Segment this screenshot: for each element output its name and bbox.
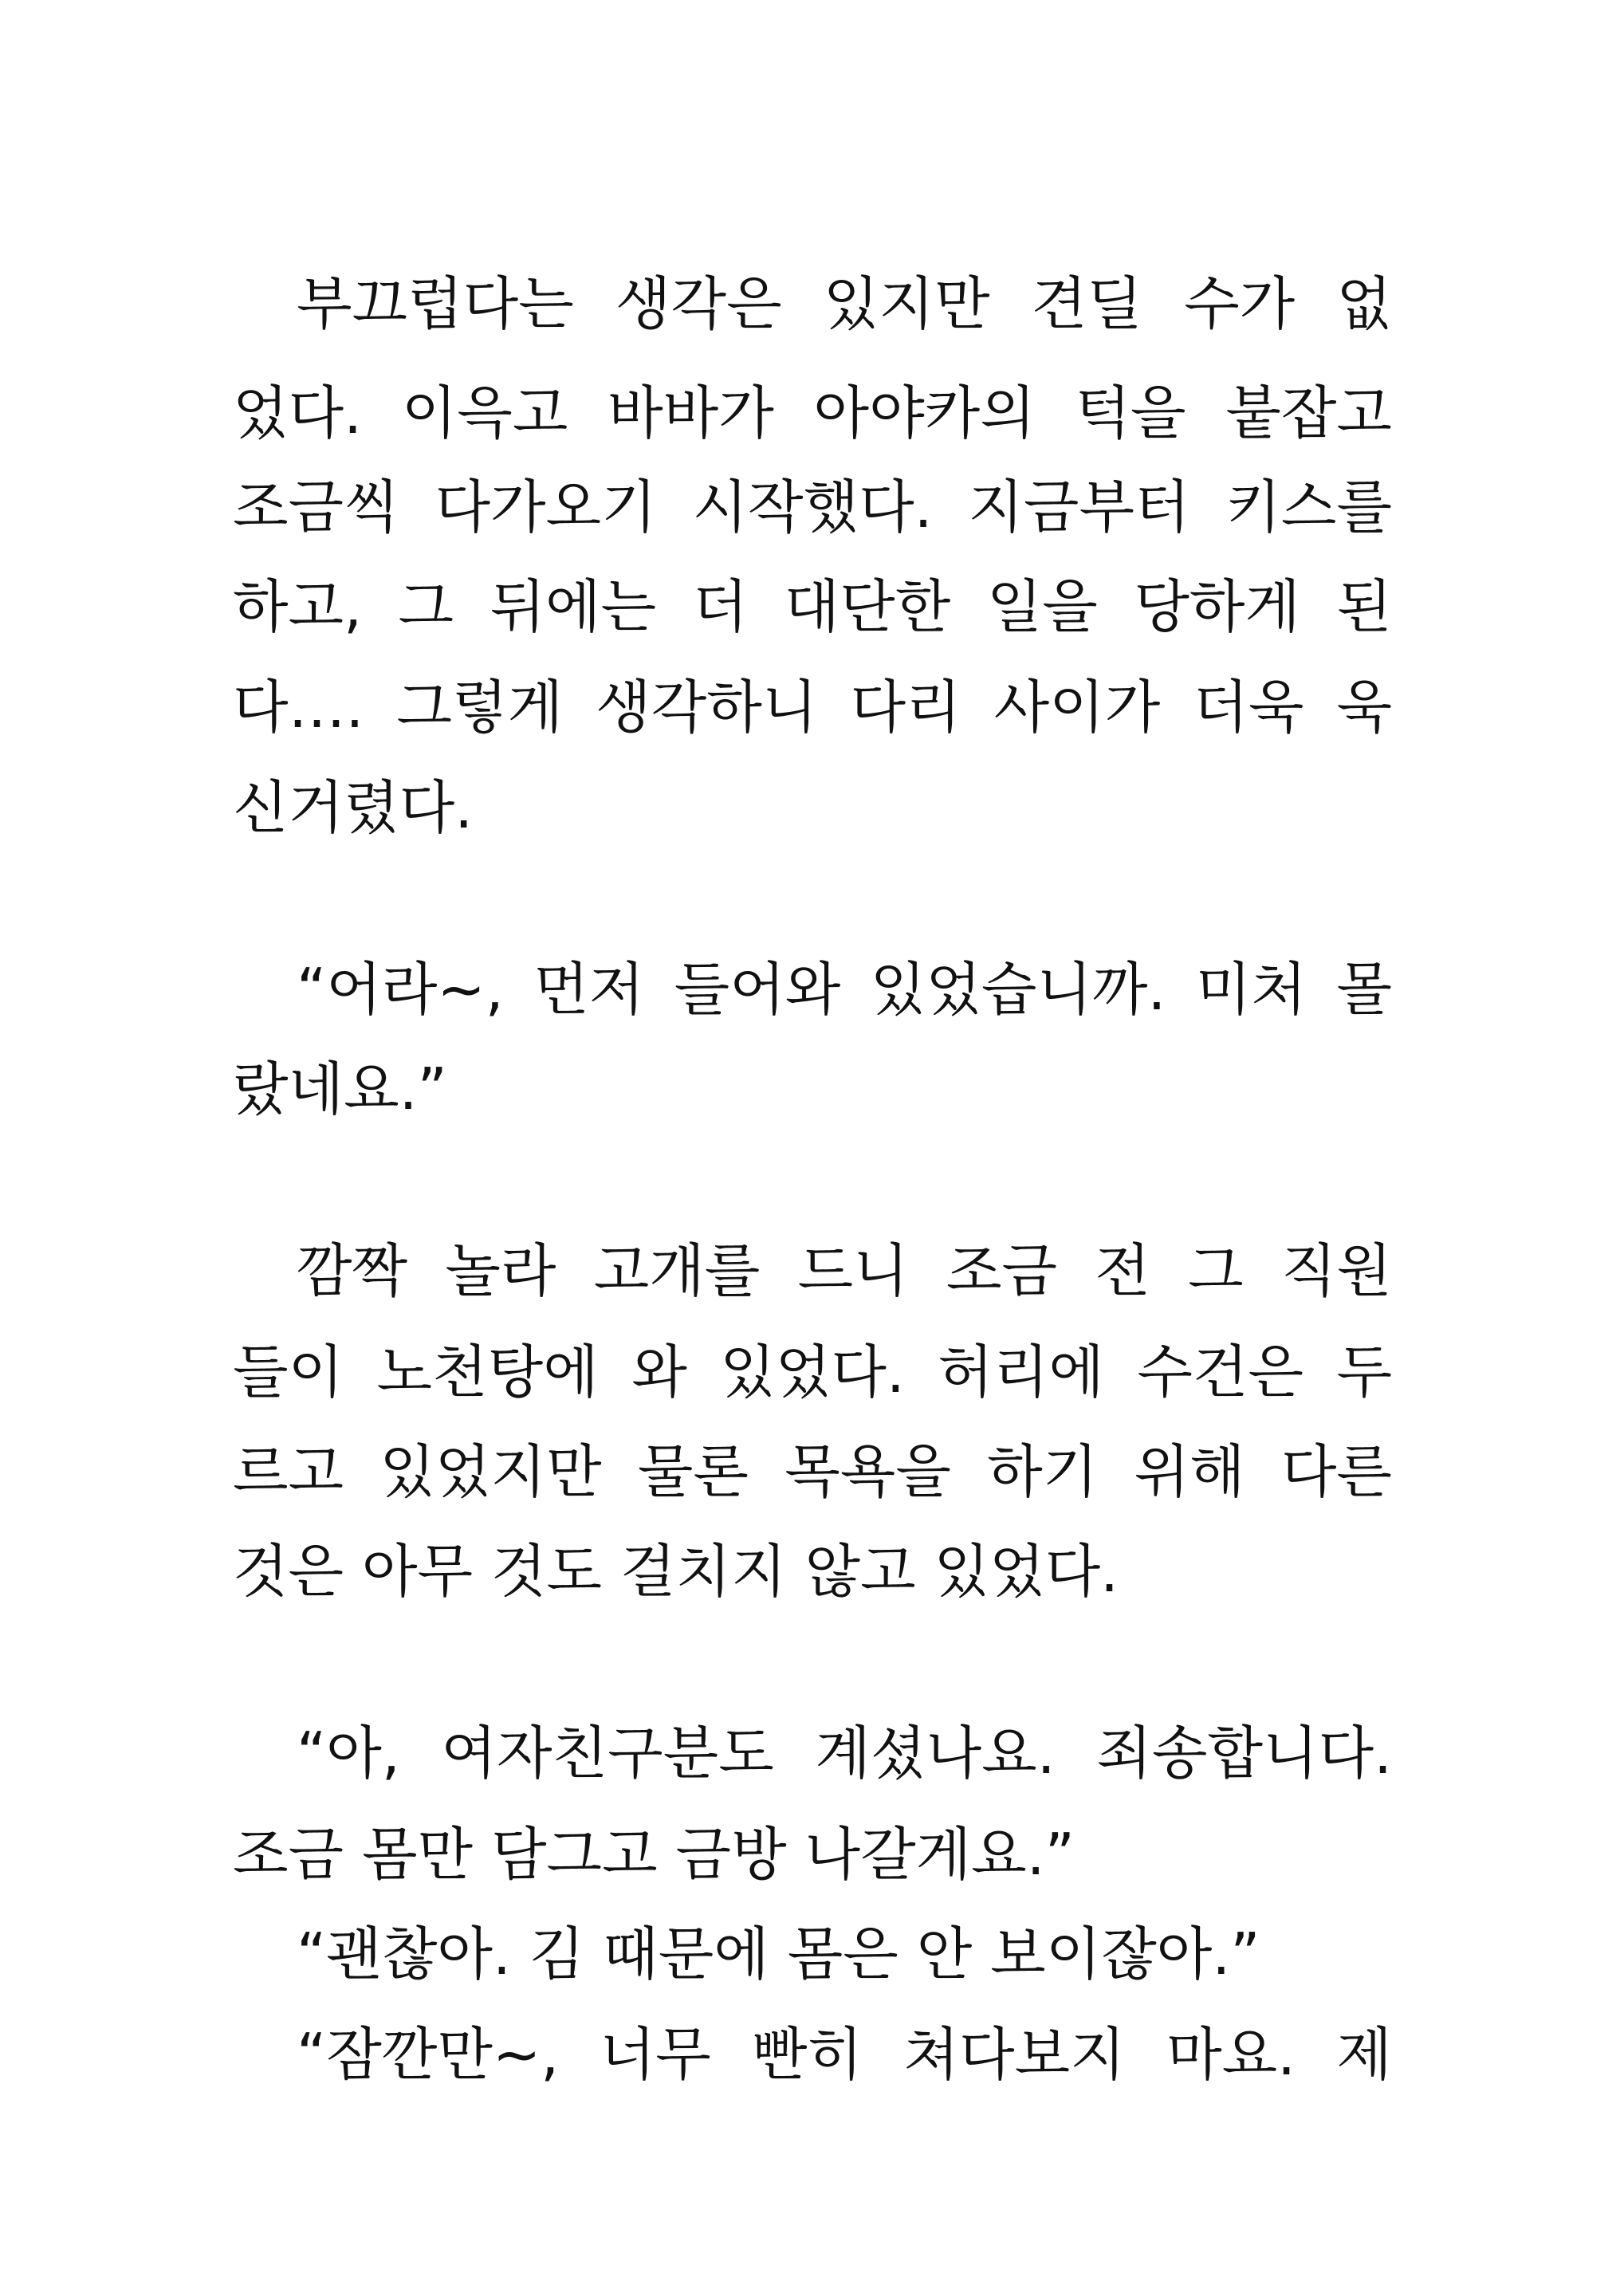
paragraph-1-line-1: 부끄럽다는 생각은 있지만 견딜 수가 없 xyxy=(297,270,1392,337)
paragraph-5-line-1: “괜찮아. 김 때문에 몸은 안 보이잖아.” xyxy=(297,1921,1260,1987)
paragraph-6-line-1: “잠깐만~, 너무 빤히 쳐다보지 마요. 제 xyxy=(297,2021,1392,2088)
paragraph-1-line-4: 하고, 그 뒤에는 더 대단한 일을 당하게 된 xyxy=(233,573,1392,640)
paragraph-1-line-2: 었다. 이윽고 바바가 아야카의 턱을 붙잡고 xyxy=(233,379,1392,446)
paragraph-1-line-6: 신거렸다. xyxy=(233,774,474,841)
paragraph-3-line-3: 르고 있었지만 물론 목욕을 하기 위해 다른 xyxy=(233,1438,1392,1505)
paragraph-4-line-1: “아, 여자친구분도 계셨나요. 죄송합니다. xyxy=(297,1720,1392,1787)
paragraph-3-line-1: 깜짝 놀라 고개를 드니 조금 전 그 직원 xyxy=(297,1237,1392,1304)
paragraph-3-line-2: 들이 노천탕에 와 있었다. 허리에 수건은 두 xyxy=(233,1339,1392,1406)
paragraph-1-line-5: 다…. 그렇게 생각하니 다리 사이가 더욱 욱 xyxy=(233,674,1392,741)
paragraph-1-line-3: 조금씩 다가오기 시작했다. 지금부터 키스를 xyxy=(233,474,1392,541)
paragraph-4-line-2: 조금 몸만 담그고 금방 나갈게요.” xyxy=(233,1821,1075,1888)
paragraph-2-line-1: “어라~, 먼저 들어와 있었습니까. 미처 몰 xyxy=(297,956,1392,1023)
paragraph-3-line-4: 것은 아무 것도 걸치지 않고 있었다. xyxy=(233,1538,1119,1605)
paragraph-2-line-2: 랐네요.” xyxy=(233,1056,447,1122)
